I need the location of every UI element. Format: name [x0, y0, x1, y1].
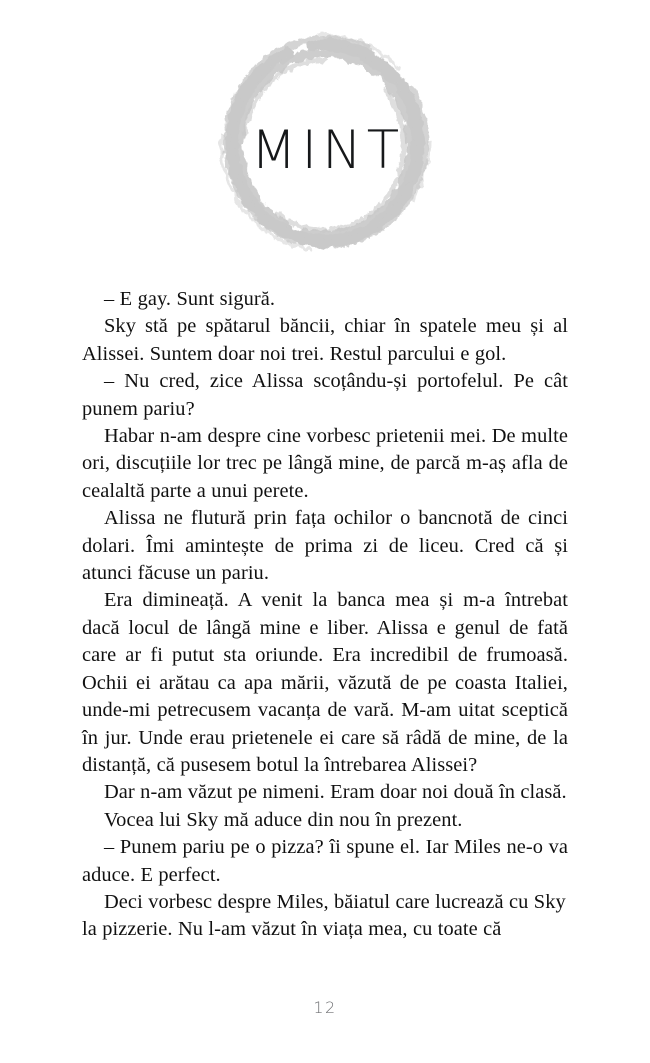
paragraph: Deci vorbesc despre Miles, băiatul care lucrează cu Sky la pizzerie. Nu l-am văzut în viața mea, cu toate că — [82, 890, 566, 941]
body-text — [82, 286, 568, 944]
paragraph: Habar n-am despre cine vorbesc prietenii mei. De multe ori, discuțiile lor trec pe lângă mine, de parcă m-aș afla de cealaltă parte a unui perete. — [82, 425, 568, 502]
page-number: 12 — [313, 998, 337, 1017]
paragraph: Era dimineață. A venit la banca mea și m-a întrebat dacă locul de lângă mine e liber. Alissa e genul de fată care ar fi putut sta oriunde. Era incredibil de frumoasă. Ochii ei arătau ca apa mării, văzută de pe coasta Italiei, unde-mi petrecusem vacanța de vară. M-am uitat sceptică în jur. Unde erau prietenele ei care să râdă de mine, de la distanță, că pusesem botul la întrebarea Alissei? — [82, 589, 568, 776]
paragraph: – E gay. Sunt sigură. — [104, 288, 276, 310]
paragraph: – Nu cred, zice Alissa scoțându-și portofelul. Pe cât punem pariu? — [82, 370, 568, 420]
paragraph: – Punem pariu pe o pizza? îi spune el. Iar Miles ne-o va aduce. E perfect. — [82, 836, 568, 886]
chapter-logo — [0, 28, 650, 260]
paragraph: Dar n-am văzut pe nimeni. Eram doar noi două în clasă. — [104, 781, 567, 804]
paragraph: Alissa ne flutură prin fața ochilor o bancnotă de cinci dolari. Îmi amintește de prima zi de liceu. Cred că și atunci făcuse un pariu. — [82, 507, 568, 585]
paragraph: Vocea lui Sky mă aduce din nou în prezent. — [104, 808, 463, 831]
logo-wordmark: MINT — [250, 120, 405, 181]
paragraph: Sky stă pe spătarul băncii, chiar în spatele meu și al Alissei. Suntem doar noi trei. Restul parcului e gol. — [82, 315, 568, 365]
